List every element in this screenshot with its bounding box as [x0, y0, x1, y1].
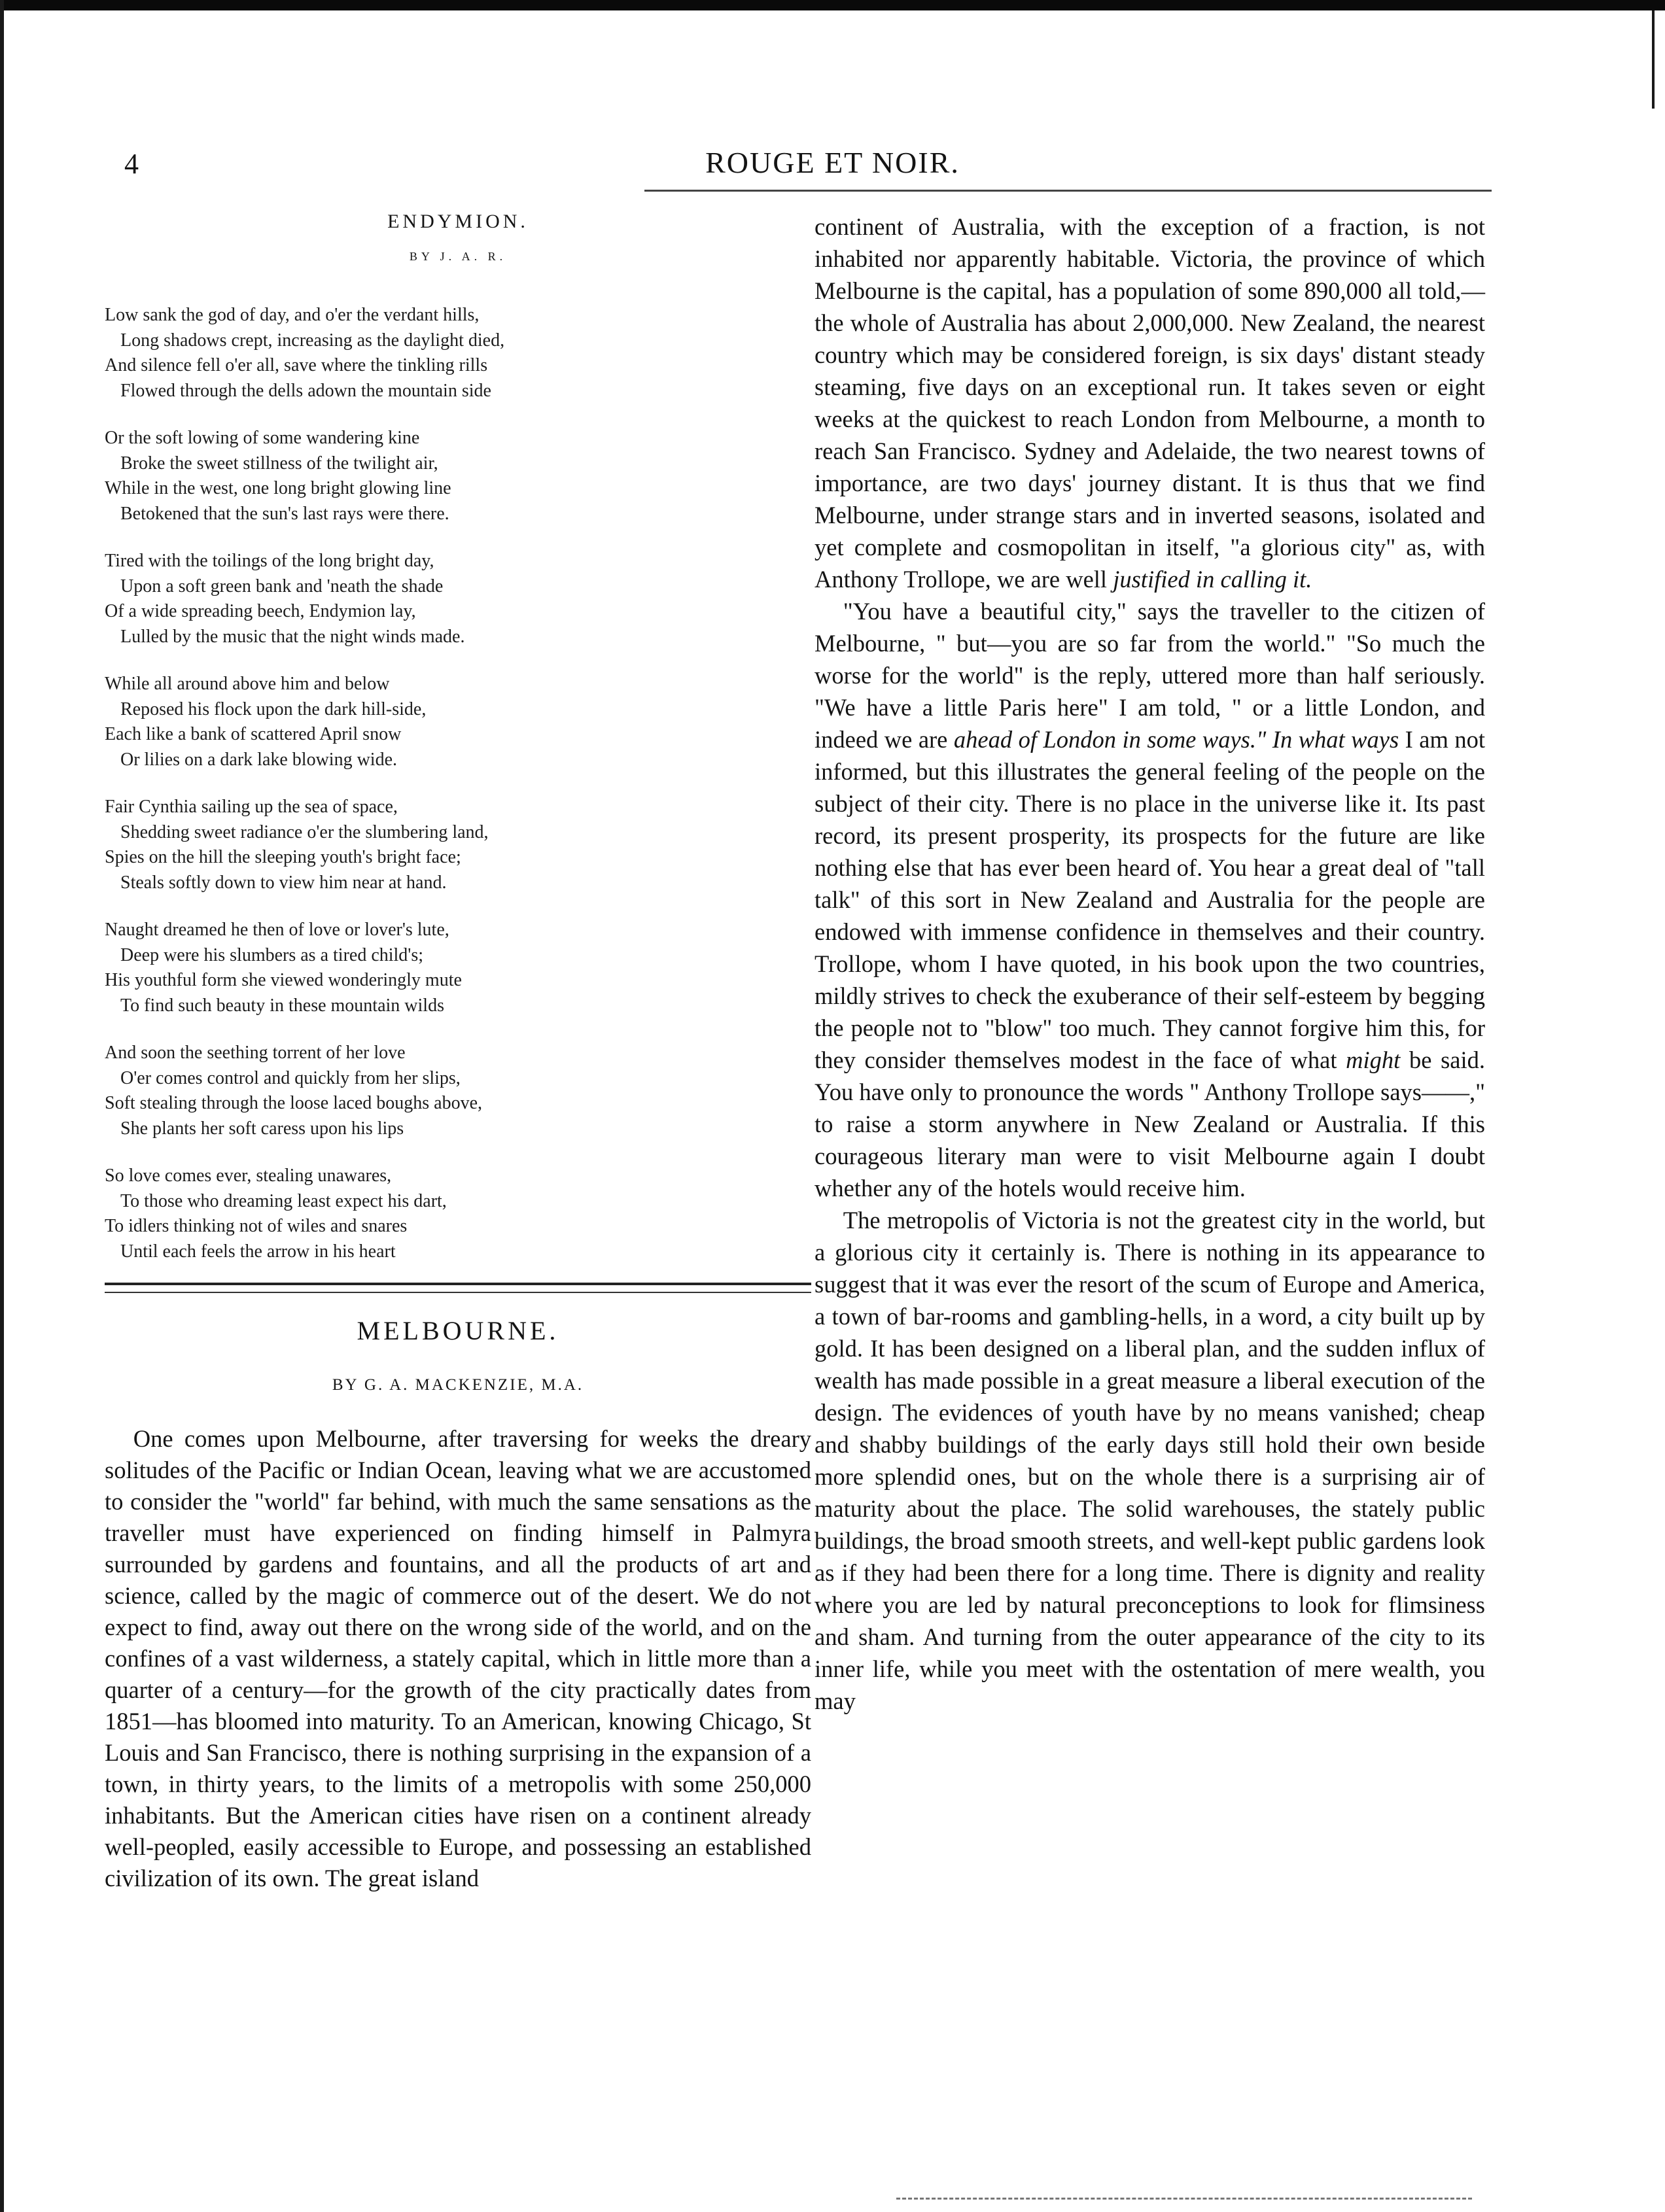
poem-stanza	[105, 795, 811, 895]
poem-line: Or the soft lowing of some wandering kine	[105, 428, 420, 448]
poem-line: Until each feels the arrow in his heart	[120, 1241, 396, 1262]
poem-line: And soon the seething torrent of her love	[105, 1043, 406, 1063]
poem-stanza	[105, 426, 811, 527]
poem-line: So love comes ever, stealing unawares,	[105, 1166, 392, 1186]
poem-byline: BY J. A. R.	[409, 250, 507, 263]
poem-line: Of a wide spreading beech, Endymion lay,	[105, 601, 416, 621]
page-right-edge	[1652, 10, 1655, 109]
article-title: MELBOURNE.	[357, 1316, 559, 1345]
poem-line: Flowed through the dells adown the mountain side	[120, 380, 491, 401]
poem-line: Naught dreamed he then of love or lover's lute,	[105, 920, 449, 940]
poem-stanza	[105, 303, 811, 404]
page-left-edge	[0, 0, 4, 2212]
header-rule	[644, 190, 1492, 192]
poem-line: Shedding sweet radiance o'er the slumbering land,	[120, 821, 489, 842]
poem-stanza	[105, 1041, 811, 1141]
emphasis-text: might	[1346, 1046, 1401, 1073]
poem-line: Reposed his flock upon the dark hill-side,	[120, 699, 427, 719]
paragraph-text: "You have a beautiful city," says the traveller to the citizen of Melbourne, " but—you are so far from the world." "So much the worse for the world" is the reply, uttered more than half seriously. "We have a little Paris here" I am told, " or a little London, and indeed we are	[815, 598, 1485, 753]
paragraph-text: I am not informed, but this illustrates the general feeling of the people on the subject of their city. There is no place in the universe like it. Its past record, its present prosperity, its prospects for the future are like nothing else that has ever been heard of. You hear a great deal of "tall talk" of this sort in New Zealand and Australia for the people are endowed with immense confidence in themselves and their country. Trollope, whom I have quoted, in his book upon the two countries, mildly strives to check the exuberance of their self-esteem by begging the people not to "blow" too much. They cannot forgive him this, for they consider themselves modest in the face of what	[815, 726, 1486, 1073]
running-title: ROUGE ET NOIR.	[705, 146, 960, 179]
paragraph-text: continent of Australia, with the exception of a fraction, is not inhabited nor apparently habitable. Victoria, the province of which Melbourne is the capital, has a population of some 890,000 all told,—the whole of Australia has about 2,000,000. New Zealand, the nearest country which may be considered foreign, is six days' distant steady steaming, five days on an exceptional run. It takes seven or eight weeks at the quickest to reach London from Melbourne, a month to reach San Francisco. Sydney and Adelaide, the two nearest towns of importance, are two days' journey distant. It is thus that we find Melbourne, under strange stars and in inverted seasons, isolated and yet complete and cosmopolitan in itself, "a glorious city" as, with Anthony Trollope, we are well	[815, 213, 1485, 593]
article-paragraph	[815, 211, 1485, 595]
emphasis-text: justified in calling it.	[1113, 566, 1312, 593]
left-column	[105, 211, 811, 1894]
poem-line: Low sank the god of day, and o'er the verdant hills,	[105, 305, 480, 325]
poem-line: Lulled by the music that the night winds made.	[120, 626, 465, 647]
poem-line: Soft stealing through the loose laced boughs above,	[105, 1093, 482, 1113]
poem-line: O'er comes control and quickly from her slips,	[120, 1067, 461, 1088]
poem-line: To idlers thinking not of wiles and snares	[105, 1216, 408, 1236]
bottom-print-marks	[896, 2198, 1472, 2200]
poem-line: Fair Cynthia sailing up the sea of space,	[105, 797, 398, 817]
poem-line: Steals softly down to view him near at hand.	[120, 872, 447, 893]
poem-stanza	[105, 918, 811, 1018]
section-divider	[105, 1283, 811, 1293]
poem-line: She plants her soft caress upon his lips	[120, 1118, 404, 1139]
poem-line: Or lilies on a dark lake blowing wide.	[120, 749, 398, 770]
poem-line: Betokened that the sun's last rays were there.	[120, 503, 449, 524]
paragraph-text: be said. You have only to pronounce the words " Anthony Trollope says——," to raise a storm anywhere in New Zealand or Australia. If this courageous literary man were to visit Melbourne again I doubt whether any of the hotels would receive him.	[815, 1046, 1486, 1201]
poem-line: Deep were his slumbers as a tired child's;	[120, 944, 424, 965]
poem-line: His youthful form she viewed wonderingly mute	[105, 970, 462, 990]
poem-line: To those who dreaming least expect his dart,	[120, 1190, 447, 1211]
poem-line: Tired with the toilings of the long bright day,	[105, 551, 434, 571]
poem-line: Upon a soft green bank and 'neath the shade	[120, 576, 444, 596]
poem-line: To find such beauty in these mountain wilds	[120, 995, 444, 1016]
article-paragraph: The metropolis of Victoria is not the greatest city in the world, but a glorious city it certainly is. There is nothing in its appearance to suggest that it was ever the resort of the scum of Europe and America, a town of bar-rooms and gambling-hells, in a word, a city built up by gold. It has been designed on a liberal plan, and the sudden influx of wealth has made possible in a great measure a liberal execution of the design. The evidences of youth have by no means vanished; cheap and shabby buildings of the early days still hold their own beside more splendid ones, but on the whole there is a surprising air of maturity about the place. The solid warehouses, the stately public buildings, the broad smooth streets, and well-kept public gardens look as if they had been there for a long time. There is dignity and reality where you are led by natural preconceptions to look for flimsiness and sham. And turning from the outer appearance of the city to its inner life, while you meet with the ostentation of mere wealth, you may	[815, 1207, 1485, 1714]
poem-line: Each like a bank of scattered April snow	[105, 724, 402, 744]
right-column	[815, 211, 1485, 1717]
poem-stanza	[105, 1164, 811, 1264]
article-paragraph: One comes upon Melbourne, after traversing for weeks the dreary solitudes of the Pacific or Indian Ocean, leaving what we are accustomed to consider the "world" far behind, with much the same sensations as the traveller must have experienced on finding himself in Palmyra surrounded by gardens and fountains, and all the products of art and science, called by the magic of commerce out of the desert. We do not expect to find, away out there on the wrong side of the world, and on the confines of a vast wilderness, a stately capital, which in little more than a quarter of a century—for the growth of the city practically dates from 1851—has bloomed into maturity. To an American, knowing Chicago, St Louis and San Francisco, there is nothing surprising in the expansion of a town, in thirty years, to the limits of a metropolis with some 250,000 inhabitants. But the American cities have risen on a continent already well-peopled, easily accessible to Europe, and possessing an established civilization of its own. The great island	[105, 1425, 811, 1892]
page-number: 4	[124, 148, 139, 180]
poem-stanza	[105, 672, 811, 772]
article-paragraph	[815, 595, 1485, 1204]
poem-line: And silence fell o'er all, save where the tinkling rills	[105, 355, 488, 375]
poem-line: While in the west, one long bright glowing line	[105, 478, 451, 498]
poem-stanza	[105, 549, 811, 649]
poem-line: While all around above him and below	[105, 674, 390, 694]
poem-line: Spies on the hill the sleeping youth's bright face;	[105, 847, 461, 867]
page-top-border	[0, 0, 1665, 10]
article-byline: BY G. A. MACKENZIE, M.A.	[332, 1376, 584, 1394]
emphasis-text: ahead of London in some ways." In what ways	[953, 726, 1399, 753]
poem-title: ENDYMION.	[387, 211, 529, 232]
poem-line: Broke the sweet stillness of the twilight air,	[120, 453, 438, 474]
poem-line: Long shadows crept, increasing as the daylight died,	[120, 330, 505, 351]
